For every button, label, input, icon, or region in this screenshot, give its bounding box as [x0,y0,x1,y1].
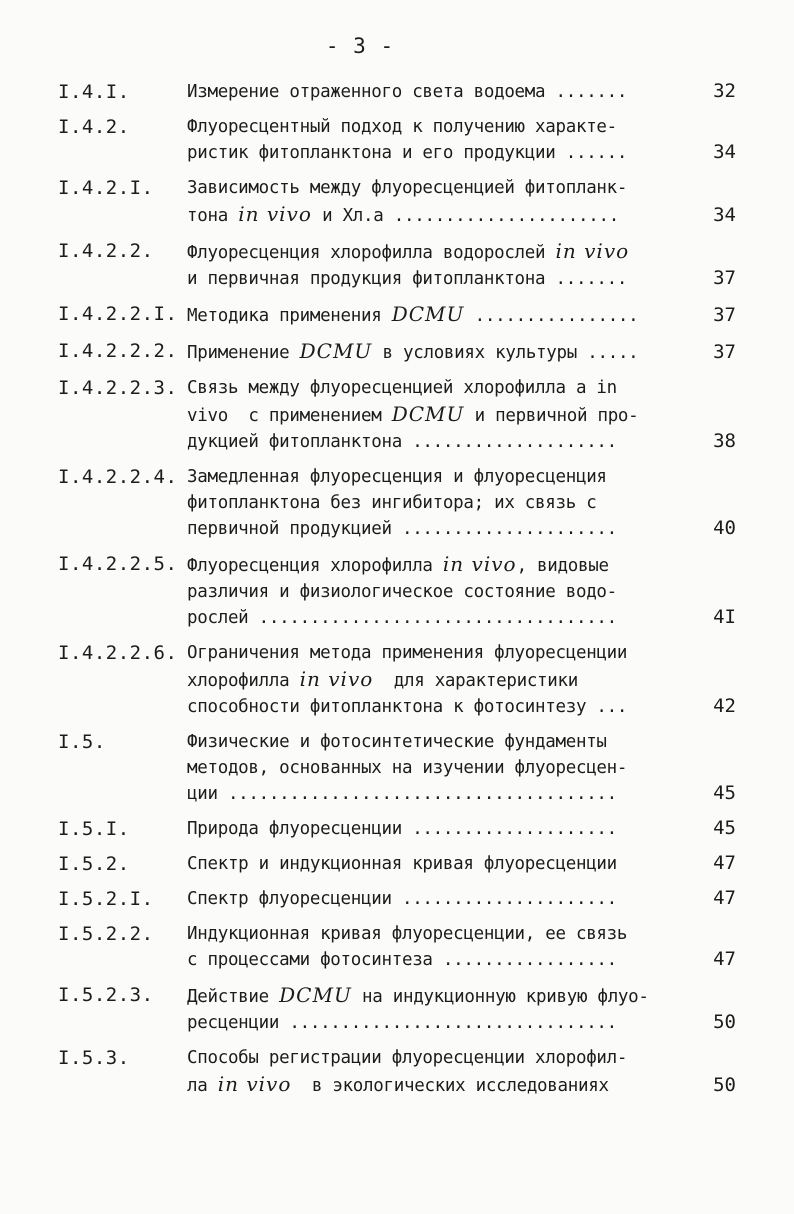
toc-entry [0,921,794,973]
toc-entry-title-line: хлорофилла in vivo для характеристики [187,667,578,691]
toc-entry-number: I.5.2.I. [58,888,154,910]
toc-entry-page: 37 [713,341,736,363]
toc-entry-number: I.4.2.2.5. [58,553,178,575]
toc-entry [0,982,794,1036]
toc-entry-title-line: Физические и фотосинтетические фундаменты [187,732,607,752]
toc-entry-page: 50 [713,1074,736,1096]
toc-entry [0,338,794,366]
toc-entry-title-line: с процессами фотосинтеза ................. [187,950,617,970]
toc-entry-title-line: рослей ................................... [187,608,617,628]
toc-entry-title-line: Способы регистрации флуоресценции хлорофил- [187,1048,628,1068]
toc-entry-number: I.5.2. [58,853,130,875]
toc-entry [0,640,794,720]
toc-entry-title-line: Ограничения метода применения флуоресценции [187,643,628,663]
toc-entry-page: 40 [713,517,736,539]
toc-entry-number: I.4.2.2.6. [58,642,178,664]
toc-entry-title [187,238,657,292]
toc-entry-title-line: Спектр флуоресценции ..................... [187,889,617,909]
toc-entry-title-line: и первичная продукция фитопланктона ....... [187,269,628,289]
toc-entry-title-line: Зависимость между флуоресценцией фитопланк- [187,178,628,198]
toc-entry-title-line: Спектр и индукционная кривая флуоресценции [187,854,617,874]
table-of-contents [0,79,794,1108]
toc-entry-title-line: vivo с применением DCMU и первичной про- [187,402,639,426]
toc-entry [0,375,794,455]
toc-entry-page: 45 [713,817,736,839]
toc-entry-title [187,551,657,631]
toc-entry [0,1045,794,1099]
toc-entry-number: I.4.2.2.4. [58,466,178,488]
toc-entry [0,551,794,631]
toc-entry-title [187,338,657,366]
toc-entry-title-line: ции ...................................... [187,784,617,804]
toc-entry-title [187,886,657,912]
toc-entry-title-line: Замедленная флуоресценция и флуоресценция [187,467,607,487]
toc-entry [0,464,794,542]
toc-entry-title-line: Методика применения DCMU ................ [187,302,639,326]
toc-entry [0,114,794,166]
toc-entry-title-line: методов, основанных на изучении флуоресцен- [187,758,628,778]
toc-entry-title-line: тона in vivo и Хл.а ...................... [187,202,619,226]
toc-entry-page: 34 [713,204,736,226]
toc-entry-page: 34 [713,141,736,163]
toc-entry [0,886,794,912]
toc-entry-number: I.5.2.2. [58,923,154,945]
toc-entry-title-line: Флуоресценция хлорофилла водорослей in vivo [187,239,630,263]
toc-entry-title-line: фитопланктона без ингибитора; их связь с [187,493,597,513]
toc-entry-number: I.5.2.3. [58,984,154,1006]
toc-entry-page: 42 [713,695,736,717]
toc-entry-title-line: Индукционная кривая флуоресценции, ее связь [187,924,628,944]
toc-entry-title-line: способности фитопланктона к фотосинтезу ... [187,697,628,717]
toc-entry-number: I.4.2.2.3. [58,377,178,399]
page-number: - 3 - [325,34,395,58]
toc-entry-title [187,114,657,166]
toc-entry-number: I.4.2.2.I. [58,303,178,325]
toc-entry-title [187,816,657,842]
toc-entry-page: 47 [713,948,736,970]
toc-entry-title-line: Флуоресцентный подход к получению характе- [187,117,617,137]
toc-entry-title [187,175,657,229]
toc-entry [0,238,794,292]
toc-entry-title-line: ресценции ................................ [187,1013,617,1033]
toc-entry-title [187,982,657,1036]
toc-entry-title-line: ристик фитопланктона и его продукции ...... [187,143,628,163]
toc-entry-title [187,921,657,973]
toc-entry-title-line: ла in vivo в экологических исследованиях [187,1072,609,1096]
toc-entry-number: I.4.2.2. [58,240,154,262]
toc-entry-title [187,301,657,329]
toc-entry-title [187,375,657,455]
toc-entry-number: I.5.I. [58,818,130,840]
toc-entry-page: 37 [713,267,736,289]
toc-entry-page: 47 [713,852,736,874]
toc-entry-title [187,729,657,807]
toc-entry [0,175,794,229]
toc-entry-title-line: Связь между флуоресценцией хлорофилла а in [187,378,617,398]
toc-entry [0,79,794,105]
toc-entry-title-line: Флуоресценция хлорофилла in vivo, видовые [187,552,609,576]
toc-entry-number: I.4.2.I. [58,177,154,199]
toc-entry [0,816,794,842]
toc-entry-title [187,464,657,542]
toc-entry-number: I.4.I. [58,81,130,103]
toc-entry-page: 37 [713,304,736,326]
toc-entry [0,301,794,329]
toc-entry-title-line: Действие DCMU на индукционную кривую флуо- [187,983,649,1007]
toc-entry-page: 47 [713,887,736,909]
toc-entry-title-line: Применение DCMU в условиях культуры ..... [187,339,639,363]
toc-entry-page: 45 [713,782,736,804]
toc-entry-page: 38 [713,430,736,452]
toc-entry-title-line: первичной продукцией ..................... [187,519,617,539]
toc-entry-page: 50 [713,1011,736,1033]
toc-entry [0,729,794,807]
toc-entry-number: I.5.3. [58,1047,130,1069]
toc-entry-title [187,851,657,877]
toc-entry [0,851,794,877]
toc-entry-title-line: различия и физиологическое состояние водо- [187,582,617,602]
toc-entry-title-line: Природа флуоресценции .................... [187,819,617,839]
toc-entry-number: I.4.2.2.2. [58,340,178,362]
toc-entry-page: 4I [713,606,736,628]
toc-entry-title [187,79,657,105]
toc-entry-page: 32 [713,80,736,102]
toc-entry-title [187,640,657,720]
toc-entry-title-line: дукцией фитопланктона .................... [187,432,617,452]
toc-entry-number: I.4.2. [58,116,130,138]
toc-entry-title-line: Измерение отраженного света водоема ....... [187,82,628,102]
toc-entry-title [187,1045,657,1099]
toc-entry-number: I.5. [58,731,106,753]
